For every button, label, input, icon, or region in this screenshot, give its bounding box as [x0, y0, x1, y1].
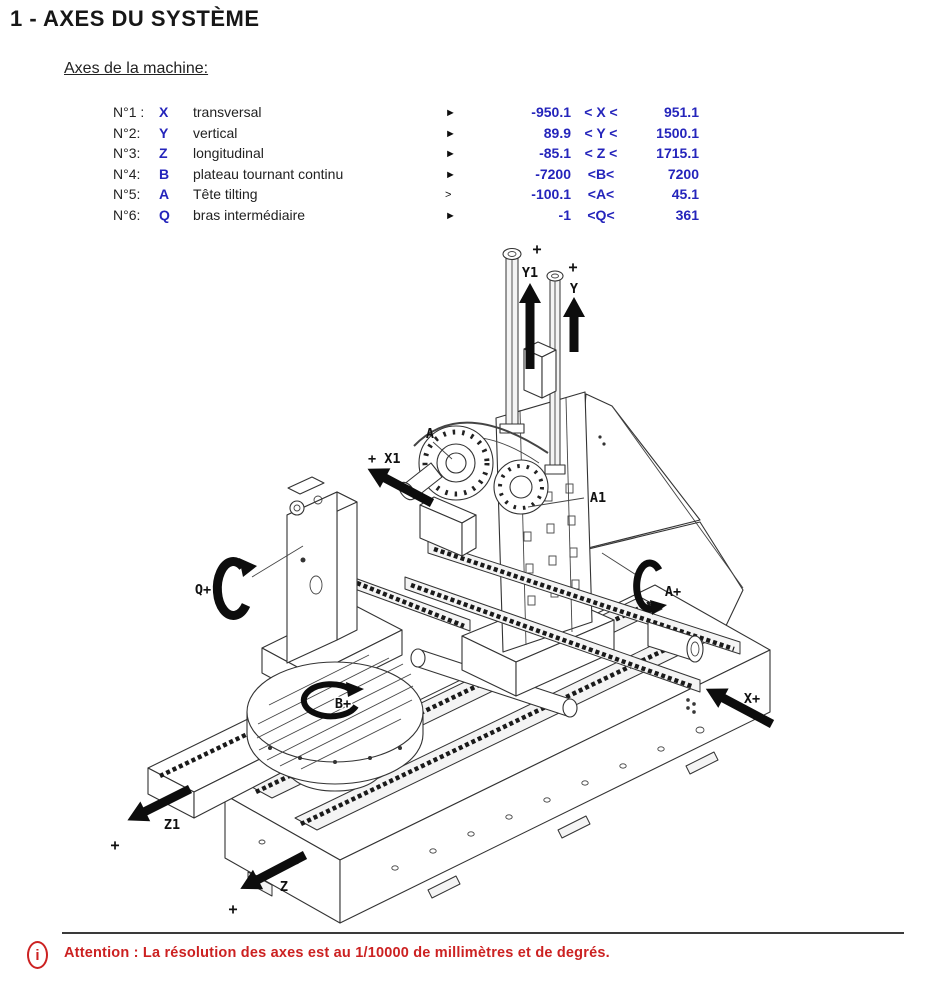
- pointer-arrow-icon: >: [445, 189, 452, 201]
- axis-description: longitudinal: [193, 145, 264, 161]
- y-label: Y: [569, 281, 579, 297]
- a-label: A: [425, 426, 435, 442]
- machine-diagram: [0, 235, 928, 935]
- axis-min-value: -1: [558, 206, 571, 223]
- table-row: [113, 184, 699, 205]
- a-plus-label: A+: [664, 584, 682, 600]
- axis-min-value: -950.1: [531, 104, 571, 120]
- axis-description: Tête tilting: [193, 186, 258, 202]
- axis-number: N°2:: [113, 124, 141, 141]
- y1-plus-label: +: [532, 240, 542, 258]
- axis-max-value: 951.1: [663, 104, 699, 120]
- y-arrow: [563, 297, 585, 352]
- b-plus-label: B+: [334, 696, 352, 712]
- z-plus-label: +: [228, 900, 238, 918]
- attention-note: Attention : La résolution des axes est au 1/10000 de millimètres et de degrés.: [64, 945, 610, 961]
- axis-description: vertical: [193, 124, 238, 141]
- axis-letter: Z: [159, 145, 168, 161]
- y-plus-label: +: [568, 258, 578, 276]
- pointer-arrow-icon: ►: [445, 209, 456, 222]
- axis-max-value: 1715.1: [656, 145, 699, 161]
- axis-max-value: 7200: [667, 165, 699, 182]
- axis-letter: Y: [159, 124, 169, 141]
- axis-max-value: 361: [675, 206, 699, 223]
- axis-min-value: -85.1: [539, 145, 571, 161]
- axes-table: [113, 102, 699, 225]
- footer-divider: [62, 932, 904, 934]
- axis-letter: A: [159, 186, 170, 202]
- table-row: [113, 205, 699, 226]
- axis-letter: Q: [159, 206, 170, 223]
- axis-max-value: 45.1: [671, 186, 699, 202]
- axis-description: bras intermédiaire: [193, 206, 306, 223]
- axis-number: N°3:: [113, 145, 141, 161]
- z1-label: Z1: [163, 817, 181, 833]
- table-row: [113, 102, 699, 123]
- axis-min-value: -7200: [535, 165, 571, 182]
- axis-letter: X: [159, 104, 169, 120]
- axis-number: N°6:: [113, 206, 141, 223]
- axis-number: N°5:: [113, 186, 141, 202]
- page-title: 1 - AXES DU SYSTÈME: [10, 6, 260, 31]
- axis-number: N°1 :: [113, 104, 145, 120]
- pointer-arrow-icon: ►: [445, 107, 456, 119]
- axis-relation: <A<: [587, 186, 615, 202]
- a1-label: A1: [589, 490, 607, 506]
- x-plus-label: X+: [743, 691, 761, 707]
- section-subtitle: Axes de la machine:: [64, 60, 209, 77]
- z1-plus-label: +: [110, 836, 120, 854]
- x1-label: + X1: [368, 451, 401, 467]
- axis-relation: < Z <: [584, 145, 618, 161]
- axis-relation: <B<: [587, 165, 615, 182]
- axis-description: plateau tournant continu: [193, 165, 344, 182]
- table-row: [113, 164, 699, 185]
- pointer-arrow-icon: ►: [445, 148, 456, 160]
- axis-min-value: 89.9: [543, 124, 571, 141]
- axis-relation: < X <: [584, 104, 618, 120]
- axis-relation: < Y <: [584, 124, 618, 141]
- table-row: [113, 123, 699, 144]
- axis-letter: B: [159, 165, 170, 182]
- q-plus-label: Q+: [194, 582, 212, 598]
- info-circle-icon: i: [27, 941, 48, 969]
- pointer-arrow-icon: ►: [445, 127, 456, 140]
- axis-description: transversal: [193, 104, 262, 120]
- axis-number: N°4:: [113, 165, 141, 182]
- pointer-arrow-icon: ►: [445, 168, 456, 181]
- axis-max-value: 1500.1: [656, 124, 699, 141]
- table-row: [113, 143, 699, 164]
- axis-min-value: -100.1: [531, 186, 571, 202]
- z-label: Z: [279, 879, 289, 895]
- y1-label: Y1: [521, 265, 539, 281]
- axis-relation: <Q<: [587, 206, 615, 223]
